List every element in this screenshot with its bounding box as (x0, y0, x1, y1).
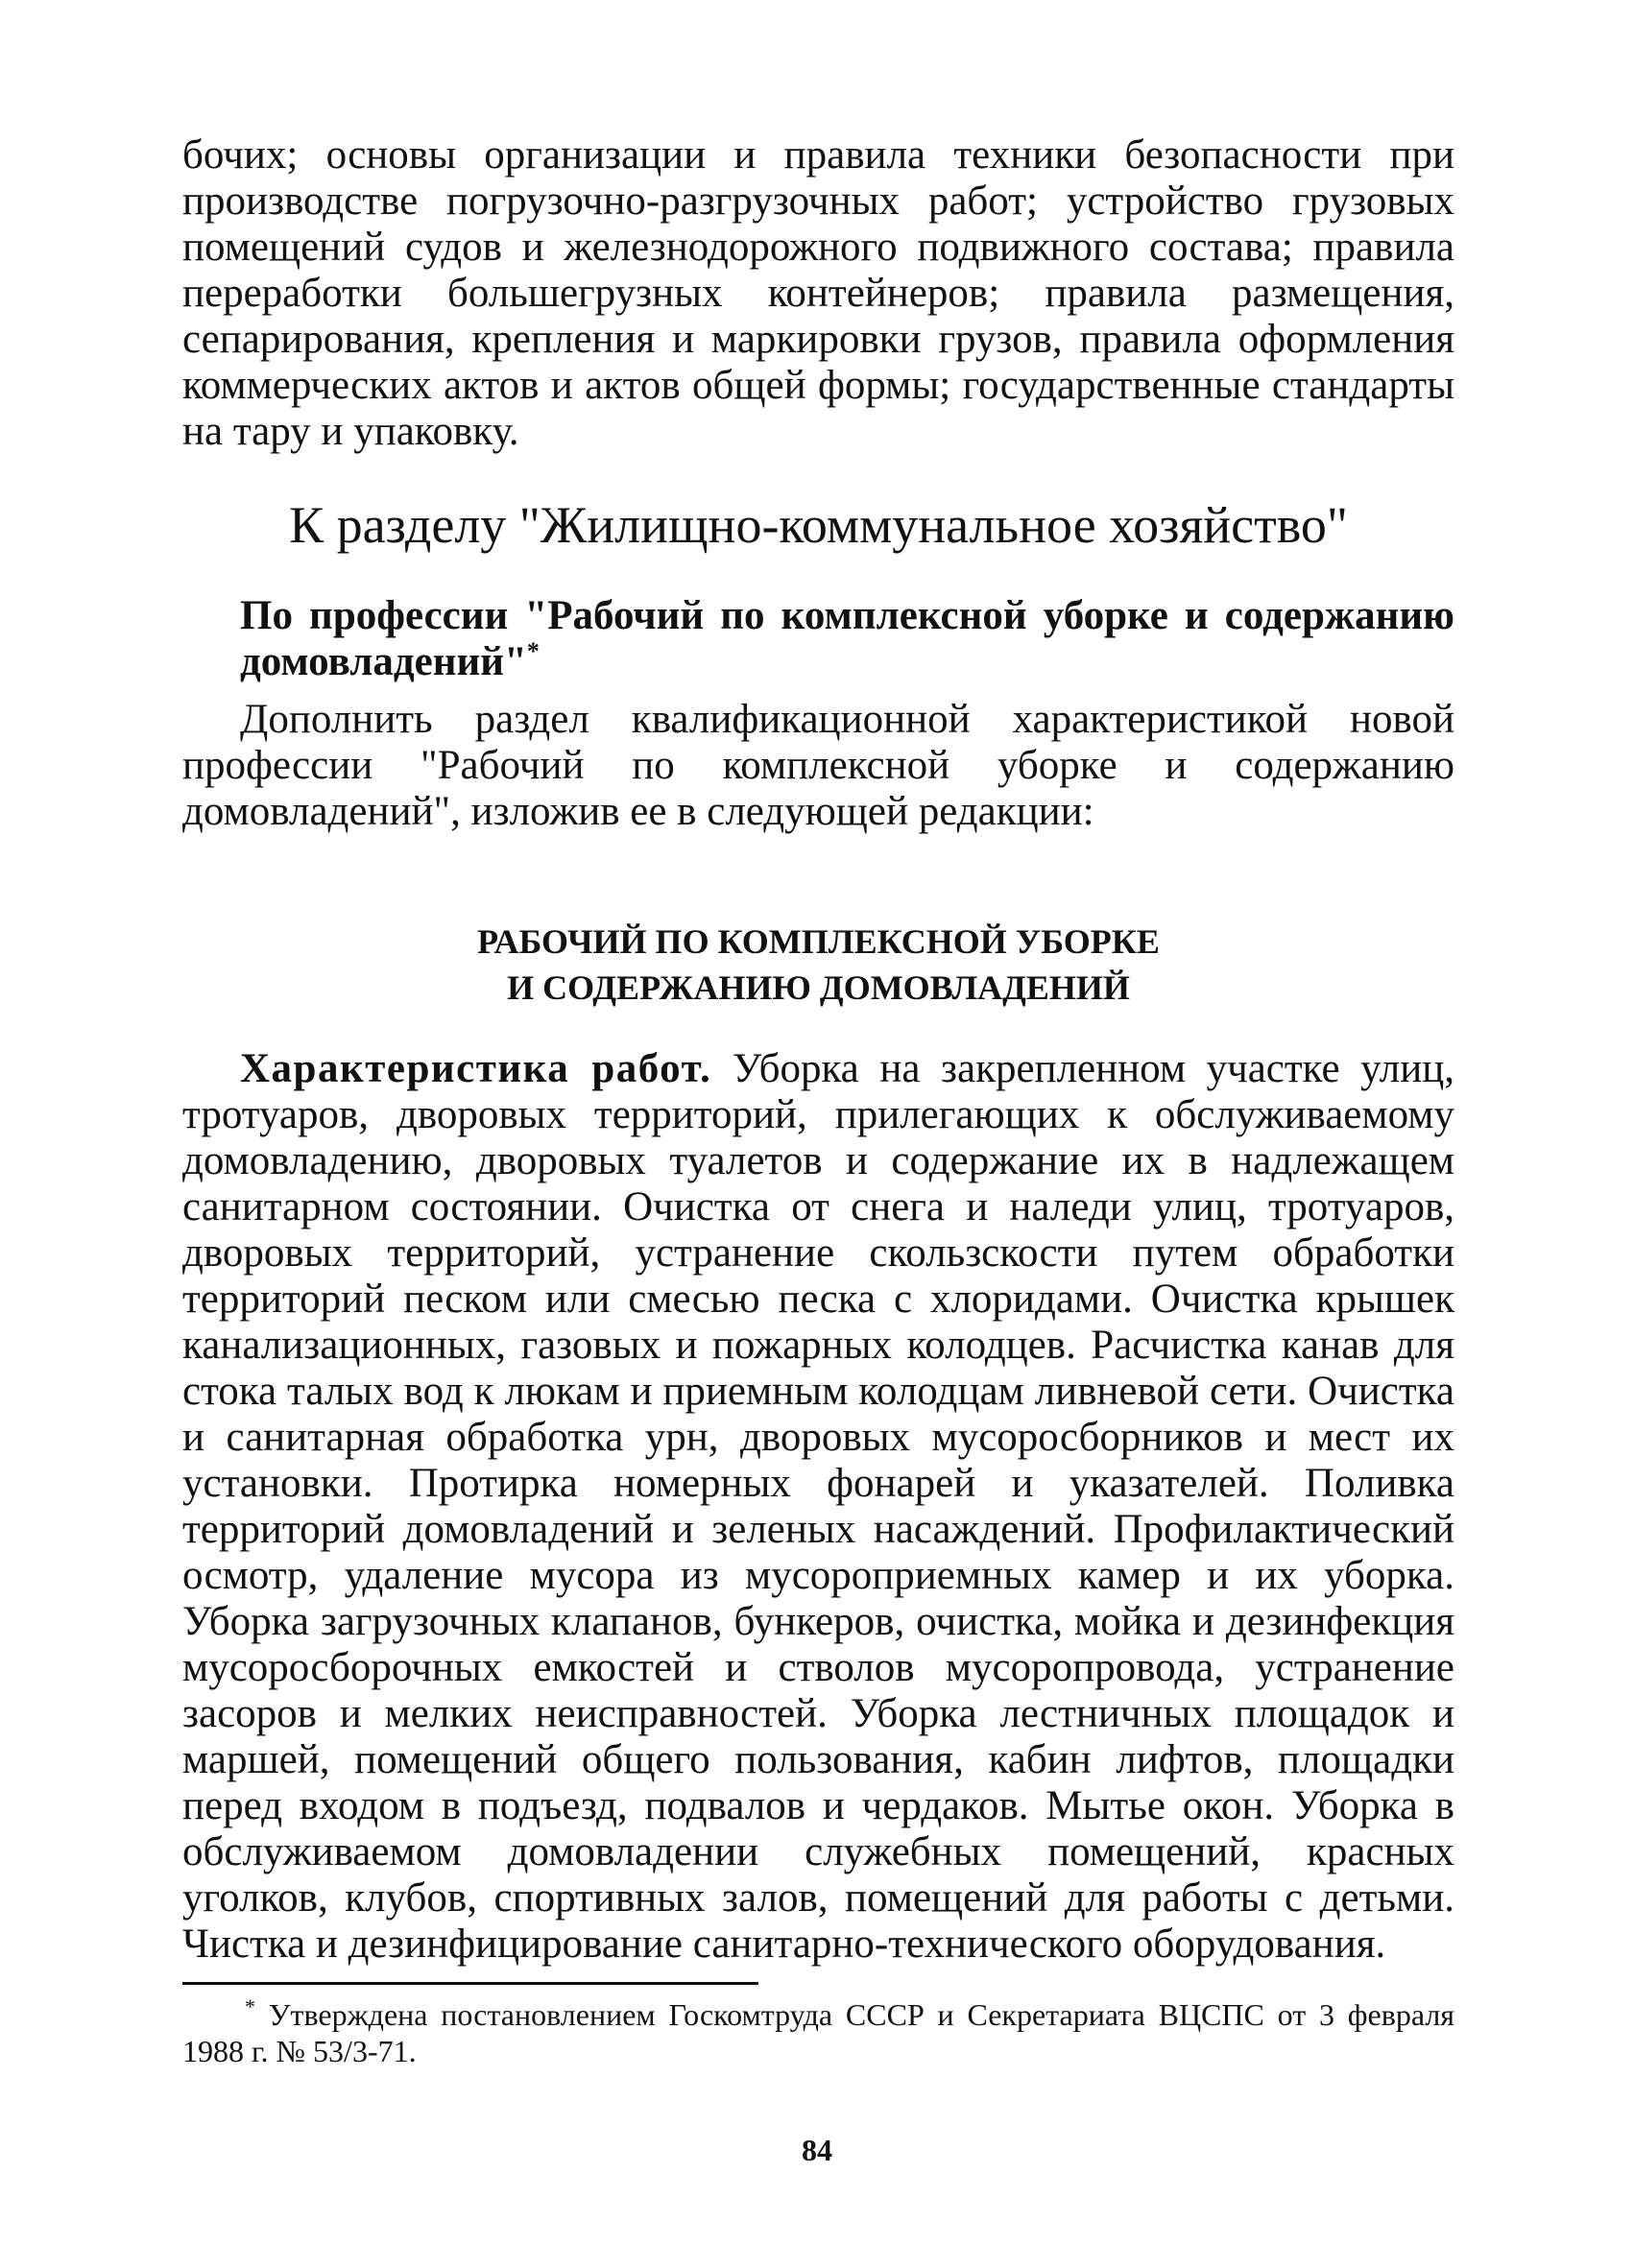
page-number: 84 (802, 2133, 832, 2167)
intro-paragraph: бочих; основы организации и правила техники безопасности при производстве погрузочно-разгрузочных работ; устройство грузовых помещений судов и железнодорожного подвижного состава; правила переработки большегрузных контейнеров; правила размещения, сепарирования, крепления и маркировки грузов, правила оформления коммерческих актов и актов общей формы; государственные стандарты на тару и упаковку. (182, 132, 1454, 454)
profession-title-line-2: И СОДЕРЖАНИЮ ДОМОВЛАДЕНИЙ (507, 968, 1130, 1007)
supplement-paragraph: Дополнить раздел квалификационной характеристикой новой профессии "Рабочий по комплексной уборке и содержанию домовладений", изложив ее в следующей редакции: (182, 697, 1454, 834)
profession-title-line-1: РАБОЧИЙ ПО КОМПЛЕКСНОЙ УБОРКЕ (477, 922, 1160, 961)
section-heading: К разделу "Жилищно-коммунальное хозяйство" (289, 496, 1348, 554)
footnote (182, 1996, 1454, 2069)
footnote-text: Утверждена постановлением Госкомтруда СССР и Секретариата ВЦСПС от 3 февраля 1988 г. № 53/3-71. (182, 1997, 1455, 2068)
footnote-divider (182, 1982, 758, 1985)
characteristics-lead: Характеристика работ. (240, 1046, 712, 1091)
characteristics-body: Уборка на закрепленном участке улиц, тротуаров, дворовых территорий, прилегающих к обслуживаемому домовладению, дворовых туалетов и содержание их в надлежащем санитарном состоянии. Очистка от снега и наледи улиц, тротуаров, дворовых территорий, устранение скользскости путем обработки территорий песком или смесью песка с хлоридами. Очистка крышек канализационных, газовых и пожарных колодцев. Расчистка канав для стока талых вод к люкам и приемным колодцам ливневой сети. Очистка и санитарная обработка урн, дворовых мусоросборников и мест их установки. Протирка номерных фонарей и указателей. Поливка территорий домовладений и зеленых насаждений. Профилактический осмотр, удаление мусора из мусороприемных камер и их уборка. Уборка загрузочных клапанов, бункеров, очистка, мойка и дезинфекция мусоросборочных емкостей и стволов мусоропровода, устранение засоров и мелких неисправностей. Уборка лестничных площадок и маршей, помещений общего пользования, кабин лифтов, площадки перед входом в подъезд, подвалов и чердаков. Мытье окон. Уборка в обслуживаемом домовладении служебных помещений, красных уголков, клубов, спортивных залов, помещений для работы с детьми. Чистка и дезинфицирование санитарно-технического оборудования. (182, 1046, 1455, 1967)
footnote-marker: * (526, 637, 540, 665)
profession-title (182, 919, 1454, 1011)
footnote-marker-ref: * (245, 1994, 255, 2018)
profession-heading (240, 593, 1454, 685)
characteristics-paragraph (182, 1046, 1454, 1968)
profession-heading-text: По профессии "Рабочий по комплексной уборке и содержанию домовладений" (240, 593, 1454, 684)
